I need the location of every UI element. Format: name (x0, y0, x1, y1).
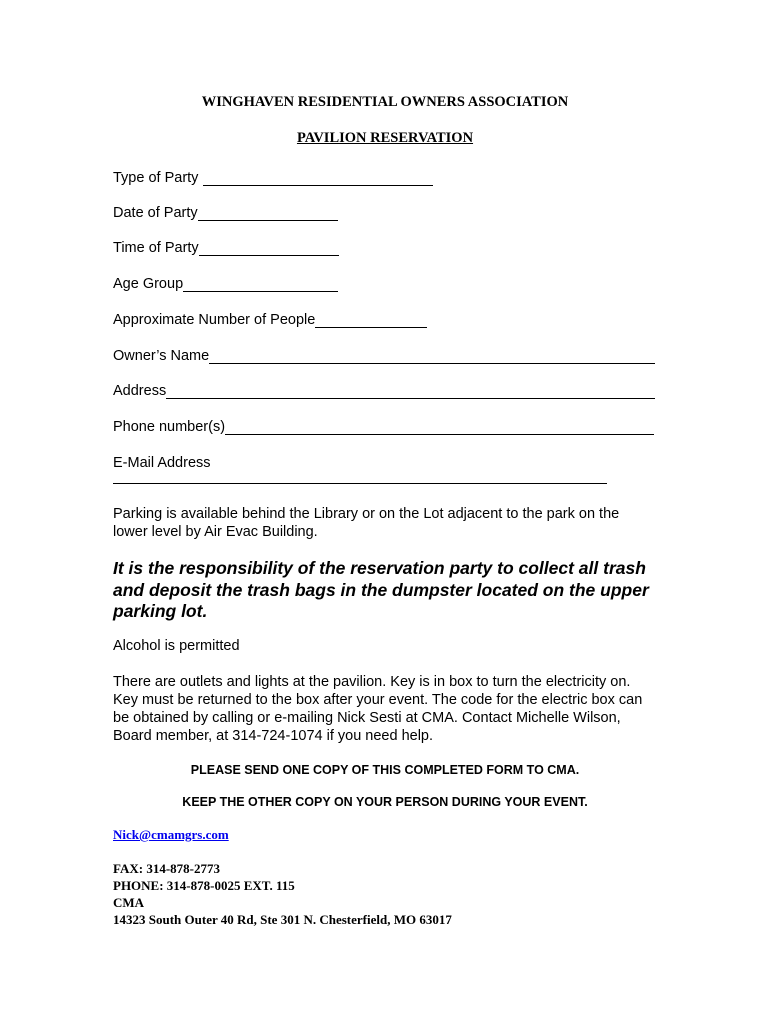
address-line[interactable] (166, 382, 655, 399)
approx-people-field[interactable] (113, 308, 427, 328)
email-label (113, 451, 211, 471)
approx-people-line[interactable] (315, 311, 427, 328)
address-field[interactable] (113, 379, 655, 399)
form-title-text: PAVILION RESERVATION (296, 130, 474, 146)
date-of-party-label: Date of Party (113, 205, 198, 221)
org-title: WINGHAVEN RESIDENTIAL OWNERS ASSOCIATION (201, 94, 569, 110)
email-link[interactable]: Nick@cmamgrs.com (113, 827, 229, 842)
owners-name-field[interactable] (113, 344, 655, 364)
trash-notice: It is the responsibility of the reservation party to collect all trash and deposit the trash bags in the dumpster located on the upper parking lot. (113, 558, 649, 621)
fax-number: FAX: 314-878-2773 (113, 861, 220, 876)
approx-people-label: Approximate Number of People (113, 312, 316, 328)
type-of-party-field[interactable] (113, 166, 433, 186)
keep-copy-notice: KEEP THE OTHER COPY ON YOUR PERSON DURING YOUR EVENT. (182, 795, 588, 809)
address-label: Address (113, 383, 167, 399)
phone-line[interactable] (225, 418, 654, 435)
org-name: CMA (113, 895, 145, 910)
phone-field[interactable] (113, 415, 654, 435)
outlets-paragraph: There are outlets and lights at the pavilion. Key is in box to turn the electricity on. Key must be returned to the box after your event. The code for the electric box can be obtained by calling or e-mailing Nick Sesti at CMA. Contact Michelle Wilson, Board member, at 314-724-1074 if you need help. (113, 674, 643, 744)
time-of-party-field[interactable] (113, 236, 339, 256)
alcohol-text: Alcohol is permitted (113, 638, 240, 654)
parking-paragraph: Parking is available behind the Library or on the Lot adjacent to the park on the lower level by Air Evac Building. (113, 506, 620, 540)
send-copy-notice: PLEASE SEND ONE COPY OF THIS COMPLETED FORM TO CMA. (190, 763, 580, 777)
phone-number: PHONE: 314-878-0025 EXT. 115 (113, 878, 295, 893)
age-group-label: Age Group (113, 276, 184, 292)
date-of-party-line[interactable] (198, 204, 338, 221)
phone-label: Phone number(s) (113, 419, 226, 435)
age-group-field[interactable] (113, 272, 338, 292)
owners-name-label: Owner’s Name (113, 348, 210, 364)
time-of-party-line[interactable] (199, 239, 339, 256)
type-of-party-label: Type of Party (113, 170, 199, 186)
owners-name-line[interactable] (209, 347, 655, 364)
contact-block (113, 860, 452, 928)
email-label-text: E-Mail Address (113, 455, 211, 471)
time-of-party-label: Time of Party (113, 240, 199, 256)
email-line[interactable] (113, 483, 607, 484)
date-of-party-field[interactable] (113, 201, 338, 221)
form-title (0, 130, 770, 147)
type-of-party-line[interactable] (203, 169, 433, 186)
age-group-line[interactable] (183, 275, 338, 292)
mailing-address: 14323 South Outer 40 Rd, Ste 301 N. Chesterfield, MO 63017 (113, 912, 452, 927)
